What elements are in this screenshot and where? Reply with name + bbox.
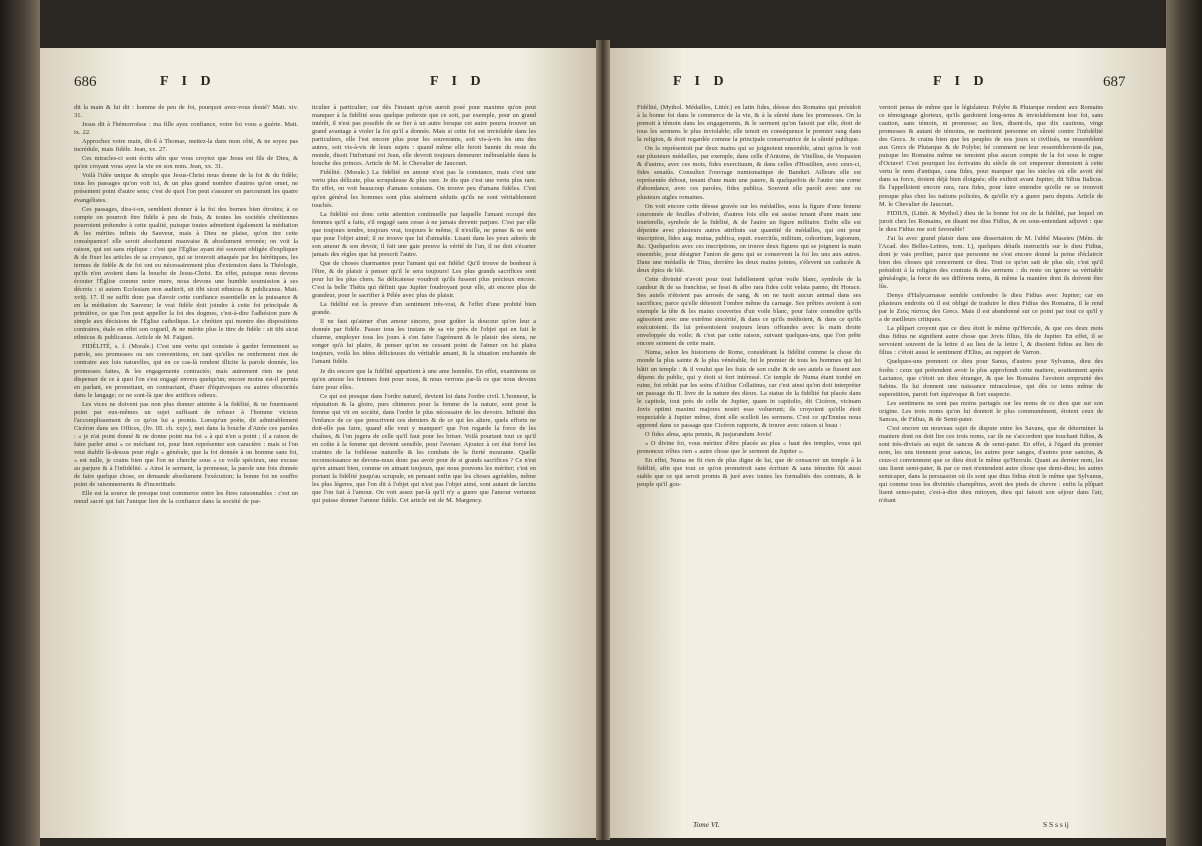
running-head: F I D xyxy=(673,74,729,89)
running-head: F I D xyxy=(160,74,216,89)
signature-mark: S S s s ij xyxy=(1043,820,1069,829)
text-column-right xyxy=(879,104,1103,506)
running-head: F I D xyxy=(933,74,989,89)
running-head: F I D xyxy=(430,74,486,89)
paragraph: Ces miracles-ci sont écrits afin que vous croyiez que Jesus est fils de Dieu, & qu'en croyant vous ayez la vie en son nom. Jean, xx. 31. xyxy=(74,155,298,171)
left-page xyxy=(40,48,603,838)
text-column-left xyxy=(637,104,861,490)
paragraph: La fidélité est donc cette attention continuelle par laquelle l'amant occupé des femmes qu'il a faits, s'il engagé sans cesse à ne jamais devenir parjure. C'est par elle que toujours tendre, toujours vrai, toujours le même, il n'exille, ne pense & ne sent que pour l'objet aimé; il ne trouve que lui d'aimable. Lisant dans les yeux adorés de son amour & son devoir, il fait une gaie preuve la vérité de l'un, il ne doit s'écarter jamais des règles que lui prescrit l'autre. xyxy=(312,210,536,258)
paragraph: Denys d'Halycarnasse semble confondre le dieu Fidius avec Jupiter; car en plusieurs endroits où il est obligé de traduire le dieu Fidius des Romains, il le rend par le Zεὺς πίστιος des Grecs. Mais il est abandonné sur ce point par tout ce qu'il y a de meilleurs critiques. xyxy=(879,292,1103,324)
paragraph: La plûpart croyent que ce dieu étoit le même qu'Hercule, & que ces deux mots dius fidius ne signifient autre chose que Jovis filius, fils de Jupiter. En effet, il se servoient souvent de la lettre d au lieu de la lettre l, & disoient fidius au lieu de filius : c'étoit aussi le sentiment d'Elius, au rapport de Varron. xyxy=(879,325,1103,357)
paragraph: Les sentimens ne sont pas moins partagés sur les noms de ce dieu que sur son origine. Les trois noms qu'on lui donnoit le plus communément, étoient ceux de Sancus, de Fidius, & de Semi-pater. xyxy=(879,399,1103,423)
page-number: 687 xyxy=(1103,74,1126,90)
paragraph: La fidélité est la preuve d'un sentiment très-vrai, & l'effet d'une probité bien grande. xyxy=(312,301,536,317)
paragraph: Que de choses charmantes pour l'amant qui est fidèle! Qu'il trouve de bonheur à l'être, & de plaisir à penser qu'il le sera toujours! Les plus grands sacrifices sont pour lui les plus chers. Sa délicatesse voudroit qu'ils fussent plus précieux encore. C'est la belle Thétis qui définit que Jupiter foudroyant pour elle, ait encore plus de grandeur, pour le sacrifier à Pélée avec plus de plaisir. xyxy=(312,259,536,300)
paragraph: Approchez votre main, dit-il à Thomas, mettez-la dans mon côté, & ne soyez pas incrédule, mais fidèle. Jean, xx. 27. xyxy=(74,138,298,154)
text-column-left xyxy=(74,104,298,507)
paragraph: Voilà l'idée unique & simple que Jesus-Christ nous donne de la foi & du fidèle; tous les passages qu'on voit ici, & un plus grand nombre d'autres qu'on omet, ne présentent point d'autre sens; c'est de quoi l'on peut s'assurer en parcourant les quatre évangélistes. xyxy=(74,172,298,204)
paragraph: Fidélité. (Morale.) La fidélité en amour n'est pas la constance, mais c'est une vertu plus délicate, plus scrupuleuse & plus rare. Je dis que c'est une vertu plus rare. En effet, on voit beaucoup d'amans constans. On trouve peu d'amans fidèles. C'est qu'en général les hommes sont plus aisément séduits qu'ils ne sont véritablement touchés. xyxy=(312,169,536,209)
book-edge-left xyxy=(0,0,40,846)
paragraph: Je dis encore que la fidélité appartient à une ame honnête. En effet, examinons ce qu'en amour les femmes font pour nous, & nous verrons par-là ce que nous devons faire pour elles. xyxy=(312,367,536,391)
paragraph: Elle est la source de presque tout commerce entre les êtres raisonnables : c'est un nœud sacré qui fait l'unique lien de la confiance dans la société de par- xyxy=(74,490,298,506)
paragraph: vernoit pensa de même que le législateur. Polybe & Plutarque rendent aux Romains ce témoignage glorieux, qu'ils gardoient long-tems & inviolablement leur foi, sans caution, sans témoin, ni promesse; au lieu, disent-ils, que dix cautions, vingt promesses & autant de témoins, ne mettoient personne en sûreté contre l'infidélité des Grecs. Je crains bien que les peuples de nos jours si civilisés, ne ressemblent aux Grecs de Plutarque & de Polybe; hé comment ne leur ressembleroient-ils pas, puisque les Romains même ne tenoient plus aucun compte de la foi sous le regne d'Octave! C'est pourquoi les écrivains du siècle de cet empereur donnoient à cette vertu le nom d'antique, cana fides, pour marquer que les siècles où elle avoit été dans sa force, étoient déjà bien éloignés; elle exiltoit avant Jupiter, dit Silius Italicus. Ils l'appelloient encore rara, rara fides, pour faire entendre qu'elle ne se trouvoit presque plus chez les nations policées, & qu'elle n'y a guere paru depuis. Article de M. le Chevalier de Jaucourt. xyxy=(879,104,1103,208)
paragraph: Les vices ne doivent pas non plus donner atteinte à la fidélité, & ne fournissent point par eux-mêmes un sujet suffisant de refuser à l'homme vicieux l'accomplissement de ce qu'on lui a promis. Lorsqu'un poète, dit admirablement Cicéron dans ses Offices, (liv. III. ch. xxjv.), met dans la bouche d'Atrée ces paroles : « je n'ai point donné & ne donne point ma foi « à qui n'en a point ; il a raison de faire parler ainsi « ce méchant roi, pour bien représenter son caractère : mais si l'on veut établir là-dessus pour règle « générale, que la foi donnée à un homme sans foi, « est nulle, je crains bien que l'on ne cherche sous « ce voile spécieux, une excuse au parjure & à l'infidélité. » Ainsi le serment, la promesse, la parole une fois donnée de faire quelque chose, en demande absolument l'exécution; la bonne foi ne souffre point de raisonnements & d'incertitude. xyxy=(74,400,298,489)
paragraph: Cette divinité n'avoit pour tout habillement qu'un voile blanc, symbole de la candeur & de sa franchise, se fessi & albo rara fides colit velata panno, dit Horace. Ses autels n'étoient pas arrosés de sang, & on ne tuoit aucun animal dans ses sacrifices; parce qu'elle détestoit l'ombre même du carnage. Ses prêtres avoient à son exemple la tête & les mains couvertes d'un voile blanc, pour faire connoître qu'ils agissoient avec une extrême sincérité, & dans ce qu'ils médioient, & dans ce qu'ils exécutoient. Ils lui présentoient toujours leurs offrandes avec la main droite enveloppée du voile; & c'est par cette raison, suivant quelques-uns, que l'on prête encore serment de cette main. xyxy=(637,275,861,348)
page-number: 686 xyxy=(74,74,97,90)
book-edge-right xyxy=(1166,0,1202,846)
book-gutter xyxy=(596,40,610,840)
paragraph: Il ne faut qu'aimer d'un amour sincere, pour goûter la douceur qu'on leur a donnée par fidèle. Passer tous les instans de sa vie près de l'objet qui en fait le charme, employer tous les jours à s'en faire l'agrément & le plaisir des siens, ne songer qu'à lui plaire, & penser qu'on ne cessant point de l'aimer on lui plaira toujours, voilà les idées délicieuses du véritable amant, & la situation enchantée de l'amant fidèle. xyxy=(312,318,536,366)
paragraph: J'ai lu avec grand plaisir dans une dissertation de M. l'abbé Massieu (Mém. de l'Acad. des Belles-Lettres, tom. I.), quelques détails instructifs sur le dieu Fidius, dont je vais profiter, parce que personne ne s'est encore donné la peine d'éclaircir bien des choses qui concernent ce dieu. Tout ce qu'on sait de plus sûr, c'est qu'il présidoit à la religion des contrats & des sermens : du reste on ignore sa véritable généalogie, la force de ses différens noms, & même la manière dont ils doivent être lûs. xyxy=(879,234,1103,291)
paragraph: ticulier à particulier; car dès l'instant qu'on auroit posé pour maxime qu'on peut manquer à la fidélité sous quelque prétexte que ce soit, par exemple, pour un grand intérêt, il n'est pas possible de se fier à un autre lorsque cet autre pourra trouver un grand avantage à violer la foi qu'il a donnée. Mais si cette foi est inviolable dans les particuliers, elle l'est encore plus pour les souverains, soit vis-à-vis les uns des autres, soit vis-à-vis de leurs sujets : quand même elle feroit bannie du reste du monde, disoit l'infortuné roi Jean, elle devroit toujours demeurer inébranlable dans la bouche des princes. Article de M. le Chevalier de Jaucourt. xyxy=(312,104,536,168)
paragraph: On la représentoit par deux mains qui se joignoient ensemble, ainsi qu'on le voit sur plusieurs médailles, par exemple, dans celle d'Antoine, de Vitellius, de Vespasien & d'autres, avec ces mots, fides exercituum, & dans celles d'Hostilien, avec ceux-ci, fides senatûs. Consultez l'ouvrage numismatique de Banduri. Ailleurs elle est représentée debout, tenant d'une main une patere, & quelquefois de l'autre une corne d'abondance, avec ces paroles, fides publica. Souvent elle paroît avec une ou plusieurs aigles romaines. xyxy=(637,145,861,201)
paragraph: On voit encore cette déesse gravée sur les médailles, sous la figure d'une femme couronnée de feuilles d'olivier, d'autres fois elle est assise tenant d'une main une tourterelle, symbole de la fidélité, & de l'autre un figure militaire. Enfin elle est dépeinte avec plusieurs autres attributs sur quantité de médailles, qui ont pour inscription, fides aug. mutua, publica, equit. exercitûs, militum, cohortium, legionum, &c. Quelquefois avec ces inscriptions, on trouve deux figures qui se joignent la main ensemble, pour désigner l'union de gens qui se conservent la foi les uns aux autres. Dans une médaille de Titus, derrière les deux mains jointes, s'élevent un caducée & deux épics de blé. xyxy=(637,202,861,274)
paragraph: Fidélité, (Mythol. Médailles, Littér.) en latin fides, déesse des Romains qui présidoit à la bonne foi dans le commerce de la vie, & à la sûreté dans les promesses. On la prenoit à témoin dans les engagements, & le serment qu'on faisoit par elle, étoit de tous les sermens le plus inviolable; elle tenoit en conséquence le premier rang dans la religion, & étoit regardée comme la principale conservatrice de la sûreté publique. xyxy=(637,104,861,144)
text-column-right xyxy=(312,104,536,506)
paragraph: Quelques-uns prennent ce dieu pour Sanus, d'autres pour Sylvanus, dieu des forêts : ceux qui prétendent avoir le plus approfondi cette matiere, soutiennent après Lactance, que c'étoit un dieu étranger, & que les Romains l'avoient emprunté des Sabins. Ils lui donnent une naissance miraculeuse, qui dès ce tems même de superstition, paroit fort équivoque & fort suspecte. xyxy=(879,358,1103,398)
paragraph: Ces passages, dira-t-on, semblent donner à la foi des bornes bien étroites; à ce compte on pourroit être fidèle à peu de frais, & toutes les sociétés chrétiennes pourroient prétendre à cette qualité, puisque toutes admettent également la médiation & les mérites infinis du Sauveur, mais à Dieu ne plaise, qu'on tire cette conséquence! elle seroit absolument mauvaise & absolument erronée; on voit la raison, qui est sans réplique : c'est que l'Église ayant été souvent obligée d'expliquer & de fixer les articles de sa croyance, qui se trouvoit attaquée par les hérétiques, les termes de fidèle & de foi ont eu nécessairement plus d'extension dans la Théologie, qu'ils n'en avoient dans la bouche de Jesus-Christ. En effet, puisque nous devons écouter l'Église comme notre mere, nous devons une humble soumission à ses décrets : si autem Ecclesiam non audierit, sit tibi sicut ethnicus & publicanus. Matt. xviij. 17. Il ne suffit donc pas d'avoir cette confiance essentielle en la puissance & en la médiation du Sauveur; le vrai fidèle doit joindre à cette foi principale & primitive, ce que l'on peut appeller la foi des dogmes, c'est-à-dire l'adhésion pure & simple aux décisions de l'Église catholique. Le chrétien qui montre des dispositions contraires, étale en effet son orgueil, & ne mérite plus le titre de fidèle : sit tibi sicut ethnicus & publicanus. Article de M. Faiguet. xyxy=(74,205,298,342)
paragraph: Jesus dit à l'hémorroïsse : ma fille ayez confiance, votre foi vous a guérie. Matt. ix. 22. xyxy=(74,121,298,137)
paragraph: dit la main & lui dit : homme de peu de foi, pourquoi avez-vous douté? Matt. xiv. 31. xyxy=(74,104,298,120)
volume-footer: Tome VI. xyxy=(693,820,720,829)
paragraph: Ce qui est presque dans l'ordre naturel, devient loi dans l'ordre civil. L'honneur, la réputation & la gloire, purs chimeres pour la femme de la nature, sont pour la femme qui vit en société, dans l'ordre le plus nécessaire de les devoirs. Infinité des l'enfance de ce que prescrivent ces derniers & de ce qui les altere, quels efforts ne doit-elle pas faire, quand elle veut y manquer! que l'on regarde la force de les chaînes, & l'on jugera de celle qu'il faut pour les briser. Voilà pourtant tout ce qu'il en coûte à la femme qui devient sensible, pour l'avouer. Ajoutez à cet état forcé les craintes de la foiblesse naturelle & les combats de la fierté mourante. Quelle reconnoissance ne devons-nous donc pas avoir pour de si grands sacrifices ? Ce n'est qu'en aimant bien, comme on aimant toujours, que nous pouvons les mériter; c'est en portant la fidélité jusqu'au scrupule, en pensant enfin que les choses agréables, même les plus légeres, que l'on dit à l'objet qui n'est pas l'objet aimé, sont autant de larcins que l'on fait à l'amour. On voit assez par-là qu'il n'y a guere que l'amour vertueux qui puisse donner l'amour fidèle. Cet article est de M. Margency. xyxy=(312,392,536,505)
paragraph: En effet, Numa ne fit rien de plus digne de lui, que de consacrer un temple à la fidélité, afin que tout ce qu'on prometroit sans écriture & sans témoins fût aussi stable que ce qui seroit promis & juré avec toutes les formalités des contrats, & le peuple qu'il gou- xyxy=(637,457,861,489)
paragraph: C'est encore un nouveau sujet de dispute entre les Savans, que de déterminer la maniere dont on doit lire ces trois noms, car ils ne s'accordent que touchant fidius, & sont très-divisés au sujet de sancus & de semi-pater. En effet, à l'égard du premier nom, les uns tiennent pour sancus, les autres pour sanges, d'autres pour sanctus, & ceux-ci conviennent que ce dieu étoit le même qu'Hercule. Quant au dernier nom, les uns lisent semi-pater, & par ce mot n'entendent autre chose que demi-dieu; les autres semicaper, dans la persuasion où ils sont que dius fidius étoit le même que Sylvanus, qui comme tous les divinités champêtres, avoit des pieds de chevre : enfin la plûpart lisent semo-pater, c'est-à-dire dieu mitoyen, dieu qui faisoit son séjour dans l'air, n'étant xyxy=(879,424,1103,505)
paragraph: FIDÉLITÉ, s. f. (Morale.) C'est une vertu qui consiste à garder fermement sa parole, ses promesses ou ses conventions, en tant qu'elles ne renferment rien de contraire aux lois naturelles, qui en ce cas-là rendent illicite la parole donnée, les promesses faites, & les engagements contractés; mais autrement rien ne peut dispenser de ce à quoi l'on s'est engagé envers quelqu'un; encore moins est-il permis en parlant, en promettant, en contractant, d'user d'équivoques ou autres obscurités dans le langage; ce ne sont-là que des artifices odieux. xyxy=(74,343,298,399)
paragraph: Numa, selon les historiens de Rome, considérant la fidélité comme la chose du monde la plus sainte & la plus vénérable, fut le premier de tous les hommes qui lui bâtit un temple : & il voulut que les frais de son culte & de ses autels se fissent aux dépens du public, qui y étoit si fort intéressé. Ce temple de Numa étant tombé en ruine, fut rebâti par les soins d'Atilius Collatinus, car c'est ainsi qu'on doit interpréter un passage du II. livre de la nature des dieux. La statue de la fidélité fut placée dans le capitole, tout près de celle de Jupiter, quam in capitolio, dit Cicéron, vicinam Jovis optimi maximi majores nostri esse voluerunt; ils croyoient qu'elle étoit respectable à Jupiter même, dont elle scelloit les sermens. C'est ce qu'Ennius nous apprend dans ce passage que Cicéron rapporte, & trouve avec raison si beau : xyxy=(637,349,861,429)
paragraph: FIDIUS, (Littér. & Mythol.) dieu de la bonne foi ou de la fidélité, par lequel on juroit chez les Romains, en disant me dius Fidius, & en sous-entendant adjuvet : que le dieu Fidius me soit favorable! xyxy=(879,209,1103,233)
paragraph: O fides alma, apta pennis, & jusjurandum Jovis! xyxy=(645,430,772,438)
right-page xyxy=(603,48,1166,838)
paragraph: « O divine foi, vous méritez d'être placée au plus « haut des temples, vous qui prononcez n'êtes rien « autre chose que le serment de Jupiter ». xyxy=(637,439,861,455)
